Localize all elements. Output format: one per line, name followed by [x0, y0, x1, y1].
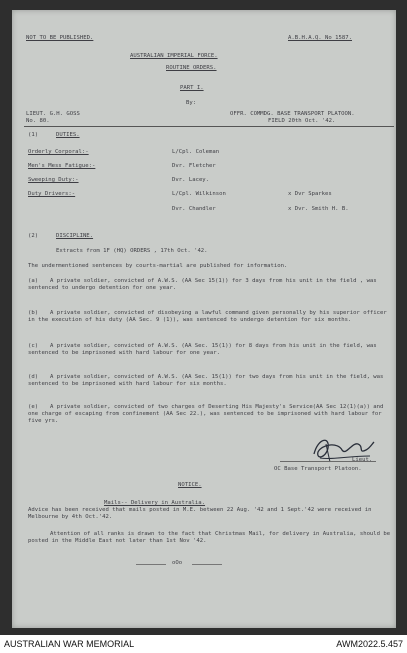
notice-heading: NOTICE. — [178, 482, 202, 488]
duties-number: (1) — [28, 132, 39, 138]
end-rule-left — [136, 564, 166, 565]
duty-role: Sweeping Duty:- — [28, 177, 79, 183]
document-title: ROUTINE ORDERS. — [166, 65, 217, 71]
duty-name: Dvr. Fletcher — [172, 163, 216, 169]
duties-heading: DUTIES. — [56, 132, 80, 138]
sentence-item: A private soldier, convicted of A.W.S. (AA Sec. 15(1)) for 8 days from his unit in the field, was sentenced to be imprisoned with hard labour for one year. — [28, 343, 377, 356]
sentence-item: A private soldier, convicted of A.W.S. (AA Sec. 15(1)) for two days from his unit in the field, was sentenced to be imprisoned with hard labour for six months. — [28, 374, 384, 387]
duty-role: Men's Mess Fatigue:- — [28, 163, 96, 169]
duty-extra: x Dvr Sparkes — [288, 191, 332, 197]
organisation-title: AUSTRALIAN IMPERIAL FORCE. — [130, 53, 218, 59]
signature-rank: Lieut. — [352, 457, 373, 463]
classification-note: NOT TO BE PUBLISHED. — [26, 35, 94, 41]
discipline-number: (2) — [28, 233, 39, 239]
notice-paragraph: Advice has been received that mails posted in M.E. between 22 Aug. '42 and 1 Sept.'42 were received in Melbourne by 4th Oct.'42. — [28, 507, 372, 520]
footer-accession: AWM2022.5.457 — [336, 639, 403, 649]
order-date: FIELD 20th Oct. '42. — [268, 118, 336, 124]
duty-name: L/Cpl. Wilkinson — [172, 191, 226, 197]
signature-title: OC Base Transport Platoon. — [274, 466, 362, 472]
order-number: No. 80. — [26, 118, 50, 124]
header-rule — [24, 126, 394, 127]
item-label: (e) — [28, 404, 39, 410]
item-label: (d) — [28, 374, 39, 380]
duty-extra: x Dvr. Smith H. B. — [288, 206, 349, 212]
officer-title: OFFR. COMMDG. BASE TRANSPORT PLATOON. — [230, 111, 355, 117]
sentence-item: A private soldier, convicted of A.W.S. (AA Sec 15(1)) for 3 days from his unit in the field , was sentenced to undergo detention for one year. — [28, 278, 377, 291]
notice-subheading: Mails-- Delivery in Australia. — [104, 500, 206, 506]
footer-bar — [0, 635, 407, 653]
footer-source: AUSTRALIAN WAR MEMORIAL — [4, 639, 135, 649]
sentence-item: A private soldier, convicted of disobeying a lawful command given personally by his superior officer in the execution of his duty (AA Sec. 9 (1)), was sentenced to undergo detention for six months. — [28, 310, 387, 323]
discipline-intro: The undermentioned sentences by courts-martial are published for information. — [28, 263, 288, 269]
officer-name: LIEUT. G.H. GOSS — [26, 111, 80, 117]
end-mark: oOo — [172, 560, 183, 566]
item-label: (c) — [28, 343, 39, 349]
part-label: PART I. — [180, 85, 204, 91]
by-label: By: — [186, 100, 197, 106]
duty-role: Duty Drivers:- — [28, 191, 76, 197]
document-page — [12, 10, 396, 628]
discipline-heading: DISCIPLINE. — [56, 233, 94, 239]
duty-name: L/Cpl. Coleman — [172, 149, 220, 155]
item-label: (b) — [28, 310, 39, 316]
duty-name: Dvr. Lacey. — [172, 177, 210, 183]
item-label: (a) — [28, 278, 39, 284]
duty-name: Dvr. Chandler — [172, 206, 216, 212]
reference-number: A.B.H.A.Q. No 1587. — [288, 35, 352, 41]
notice-paragraph: Attention of all ranks is drawn to the fact that Christmas Mail, for delivery in Australia, should be posted in the Middle East not later than 1st Nov '42. — [28, 531, 391, 544]
end-rule-right — [192, 564, 222, 565]
sentence-item: A private soldier, convicted of two charges of Deserting His Majesty's Service(AA Sec 12(1)(a)) and one charge of escaping from confinement (AA Sec 22.), was sentenced to be imprisoned with hard labour for five yrs. — [28, 404, 384, 424]
duty-role: Orderly Corporal:- — [28, 149, 89, 155]
discipline-extract: Extracts from 1F (HQ) ORDERS , 17th Oct. '42. — [56, 248, 208, 254]
